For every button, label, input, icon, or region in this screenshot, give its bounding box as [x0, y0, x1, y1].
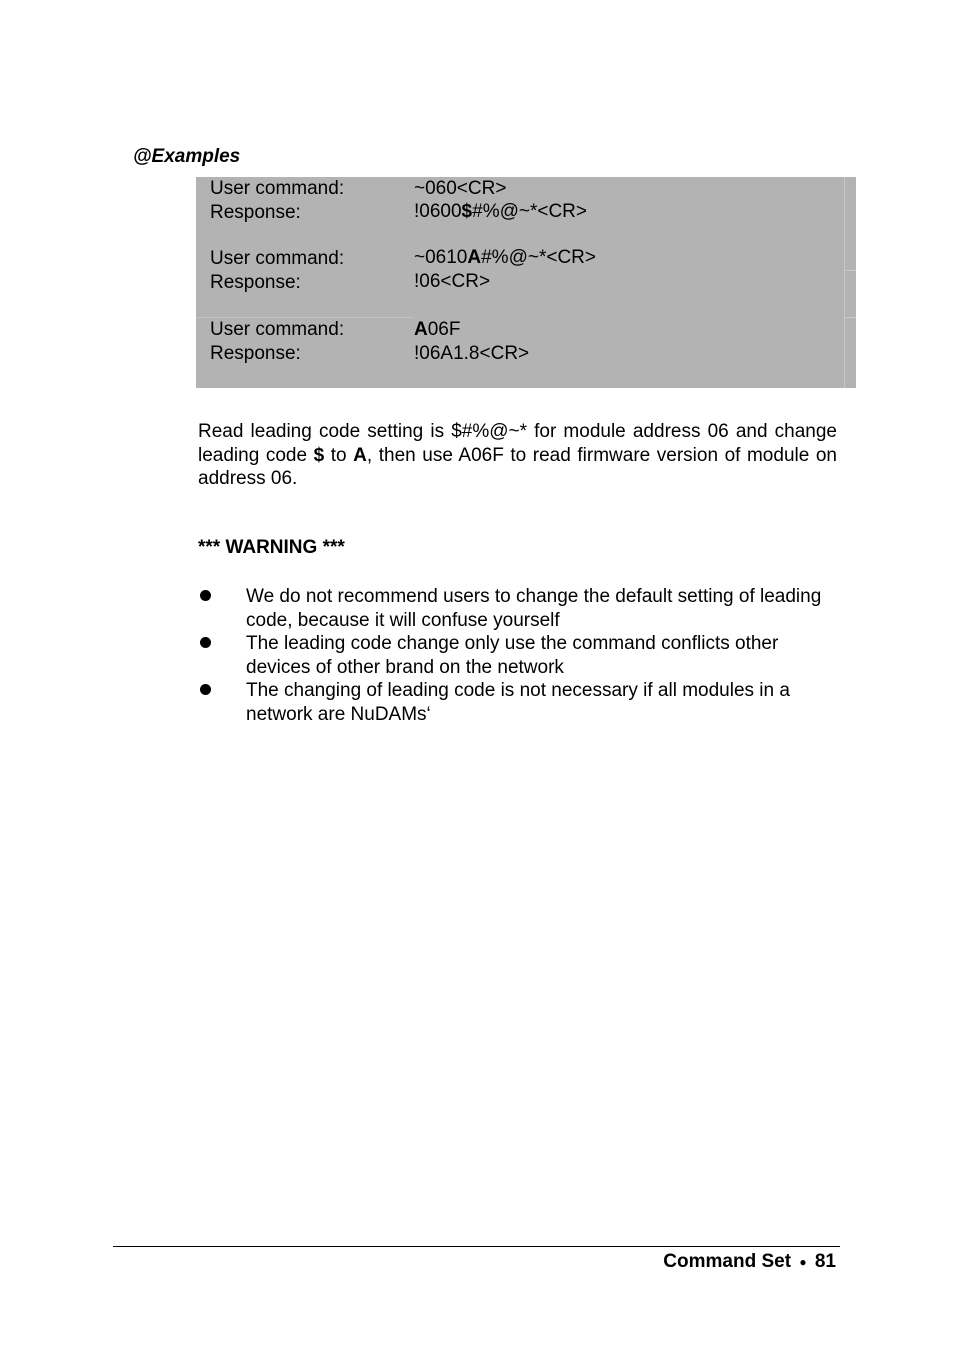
page-footer: [663, 1251, 836, 1273]
example-1-response: !0600$#%@~*<CR>: [414, 201, 587, 222]
list-item: [198, 679, 843, 726]
list-item-text: The changing of leading code is not necessary if all modules in a network are NuDAMs‘: [246, 680, 790, 725]
example-2-command-label: User command:: [210, 248, 345, 269]
example-3-response-label: Response:: [210, 343, 301, 364]
example-3-command: A06F: [414, 319, 461, 340]
page-number: 81: [814, 1251, 836, 1272]
example-3-response: !06A1.8<CR>: [414, 343, 530, 364]
example-3-command-label: User command:: [210, 319, 345, 340]
examples-box: [196, 177, 856, 388]
list-item: [198, 632, 843, 679]
example-2-response-label: Response:: [210, 272, 301, 293]
example-2-response: !06<CR>: [414, 271, 491, 292]
list-item-text: The leading code change only use the command conflicts other devices of other brand on the network: [246, 633, 779, 678]
warning-list: [198, 585, 843, 726]
list-item-text: We do not recommend users to change the default setting of leading code, because it will confuse yourself: [246, 586, 822, 631]
example-1-command: ~060<CR>: [414, 178, 507, 199]
box-divider: [844, 177, 845, 388]
description-paragraph: Read leading code setting is $#%@~* for module address 06 and change leading code $ to A, then use A06F to read firmware version of module on address 06.: [198, 421, 837, 489]
example-1-command-label: User command:: [210, 178, 345, 199]
bullet-icon: [200, 590, 211, 601]
footer-rule: [113, 1246, 840, 1247]
bullet-icon: [200, 637, 211, 648]
bullet-icon: [200, 684, 211, 695]
example-2-command: ~0610A#%@~*<CR>: [414, 247, 596, 268]
example-1-response-label: Response:: [210, 202, 301, 223]
section-heading: @Examples: [133, 146, 241, 167]
box-divider: [844, 317, 856, 318]
warning-title: *** WARNING ***: [198, 537, 345, 558]
list-item: [198, 585, 843, 632]
footer-separator: ●: [799, 1254, 807, 1269]
box-divider: [844, 270, 856, 271]
footer-section: Command Set: [663, 1251, 792, 1272]
